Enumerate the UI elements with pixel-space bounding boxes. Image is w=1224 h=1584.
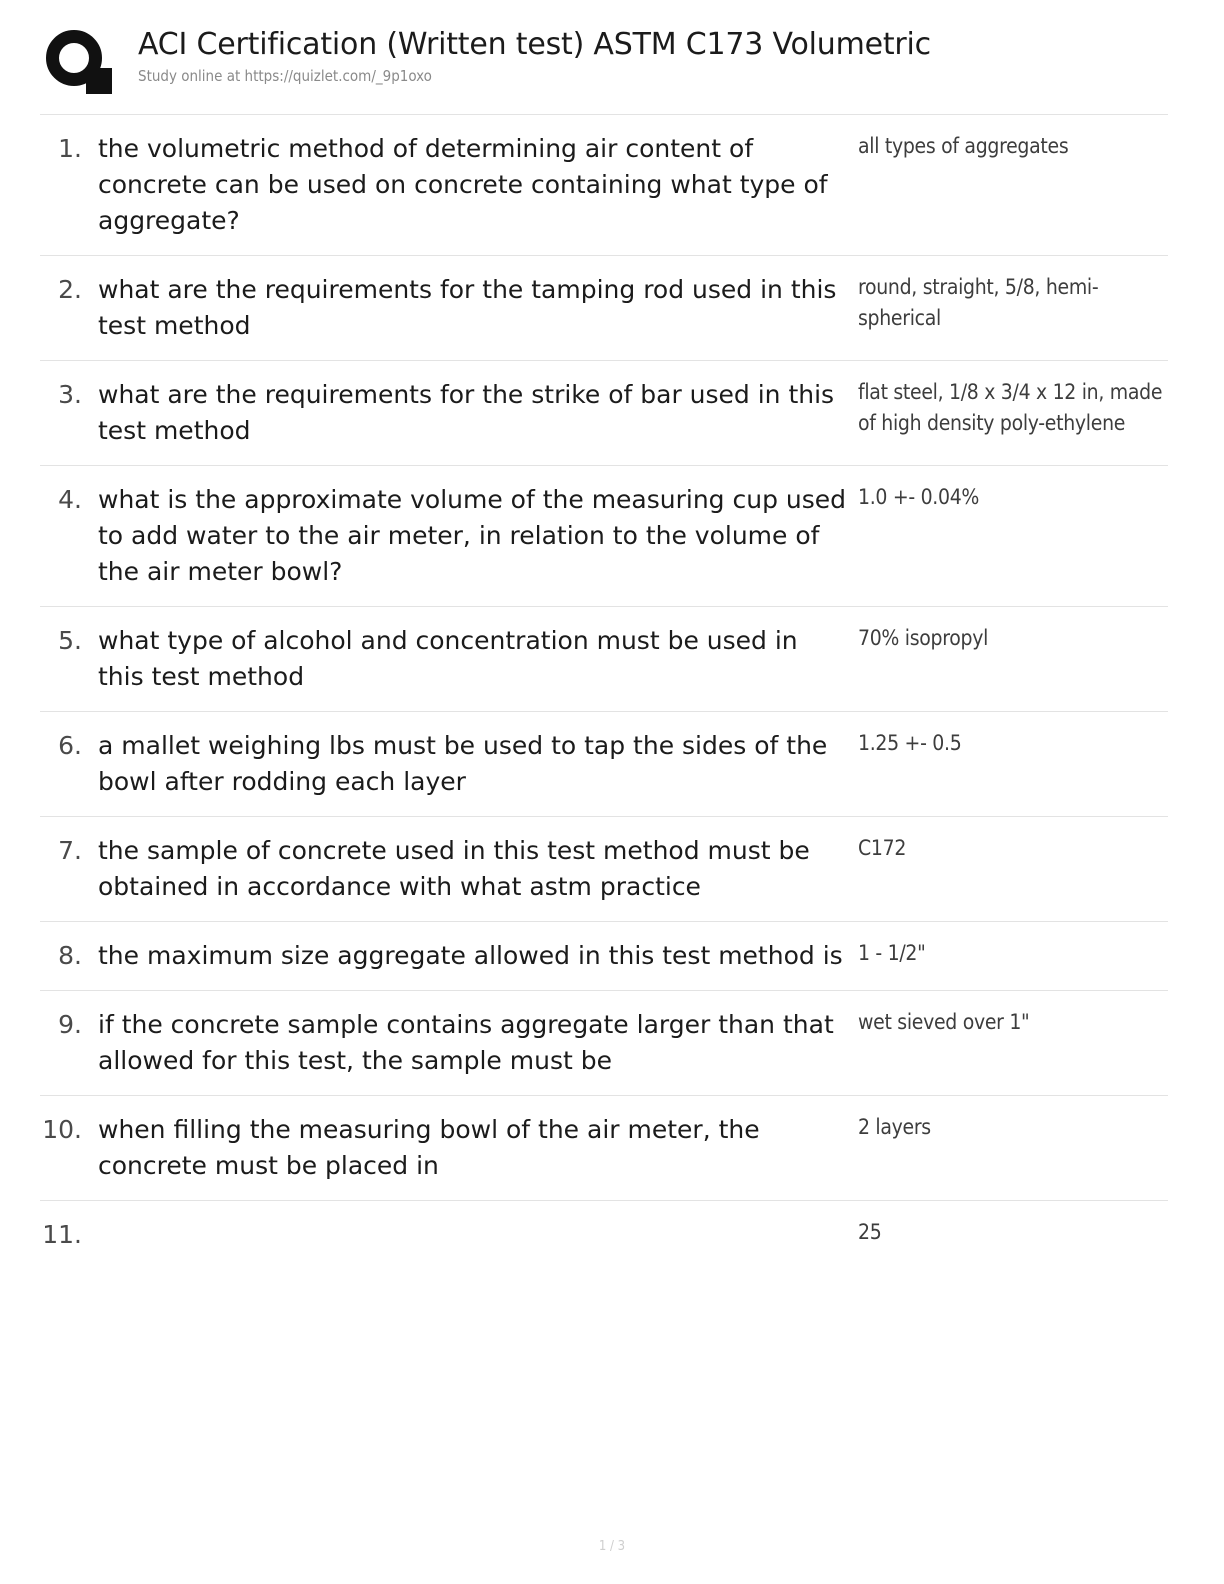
list-item xyxy=(40,255,1168,360)
page-number: 1 / 3 xyxy=(598,1539,626,1554)
item-definition: 25 xyxy=(858,1220,882,1244)
list-item xyxy=(40,816,1168,921)
item-number: 1. xyxy=(58,134,82,163)
list-item xyxy=(40,990,1168,1095)
list-item xyxy=(40,1200,1168,1269)
item-number: 7. xyxy=(58,836,82,865)
list-item xyxy=(40,114,1168,255)
item-term: the maximum size aggregate allowed in this test method is xyxy=(98,941,843,970)
list-item xyxy=(40,465,1168,606)
page-title: ACI Certification (Written test) ASTM C173 Volumetric xyxy=(138,27,931,62)
qa-list xyxy=(40,114,1168,1269)
item-definition: 1.0 +- 0.04% xyxy=(858,485,980,509)
item-number: 3. xyxy=(58,380,82,409)
quizlet-q-logo-icon xyxy=(42,28,120,106)
item-term: the sample of concrete used in this test method must be obtained in accordance with what astm practice xyxy=(98,836,810,901)
item-definition: wet sieved over 1" xyxy=(858,1010,1030,1034)
item-number: 11. xyxy=(42,1220,82,1249)
item-definition: round, straight, 5/8, hemi-spherical xyxy=(858,275,1099,330)
item-term: a mallet weighing lbs must be used to tap the sides of the bowl after rodding each layer xyxy=(98,731,828,796)
item-definition: 1 - 1/2" xyxy=(858,941,926,965)
item-number: 4. xyxy=(58,485,82,514)
item-term: what is the approximate volume of the measuring cup used to add water to the air meter, in relation to the volume of the air meter bowl? xyxy=(98,485,847,586)
logo-tail xyxy=(86,68,112,94)
item-term: the volumetric method of determining air content of concrete can be used on concrete containing what type of aggregate? xyxy=(98,134,828,235)
item-definition: flat steel, 1/8 x 3/4 x 12 in, made of high density poly-ethylene xyxy=(858,380,1163,435)
item-number: 9. xyxy=(58,1010,82,1039)
item-term: what type of alcohol and concentration must be used in this test method xyxy=(98,626,798,691)
item-number: 2. xyxy=(58,275,82,304)
item-term: when filling the measuring bowl of the air meter, the concrete must be placed in xyxy=(98,1115,760,1180)
document-header xyxy=(40,24,1168,106)
list-item xyxy=(40,921,1168,990)
item-term: what are the requirements for the tamping rod used in this test method xyxy=(98,275,837,340)
list-item xyxy=(40,606,1168,711)
header-text-block xyxy=(120,24,931,86)
list-item xyxy=(40,711,1168,816)
item-definition: 2 layers xyxy=(858,1115,931,1139)
item-definition: C172 xyxy=(858,836,907,860)
list-item xyxy=(40,360,1168,465)
item-number: 6. xyxy=(58,731,82,760)
item-definition: 1.25 +- 0.5 xyxy=(858,731,962,755)
study-link[interactable]: Study online at https://quizlet.com/_9p1oxo xyxy=(138,67,432,85)
item-number: 10. xyxy=(42,1115,82,1144)
item-number: 8. xyxy=(58,941,82,970)
item-term: if the concrete sample contains aggregate larger than that allowed for this test, the sample must be xyxy=(98,1010,834,1075)
item-term: what are the requirements for the strike of bar used in this test method xyxy=(98,380,835,445)
list-item xyxy=(40,1095,1168,1200)
item-definition: all types of aggregates xyxy=(858,134,1069,158)
item-number: 5. xyxy=(58,626,82,655)
item-definition: 70% isopropyl xyxy=(858,626,989,650)
